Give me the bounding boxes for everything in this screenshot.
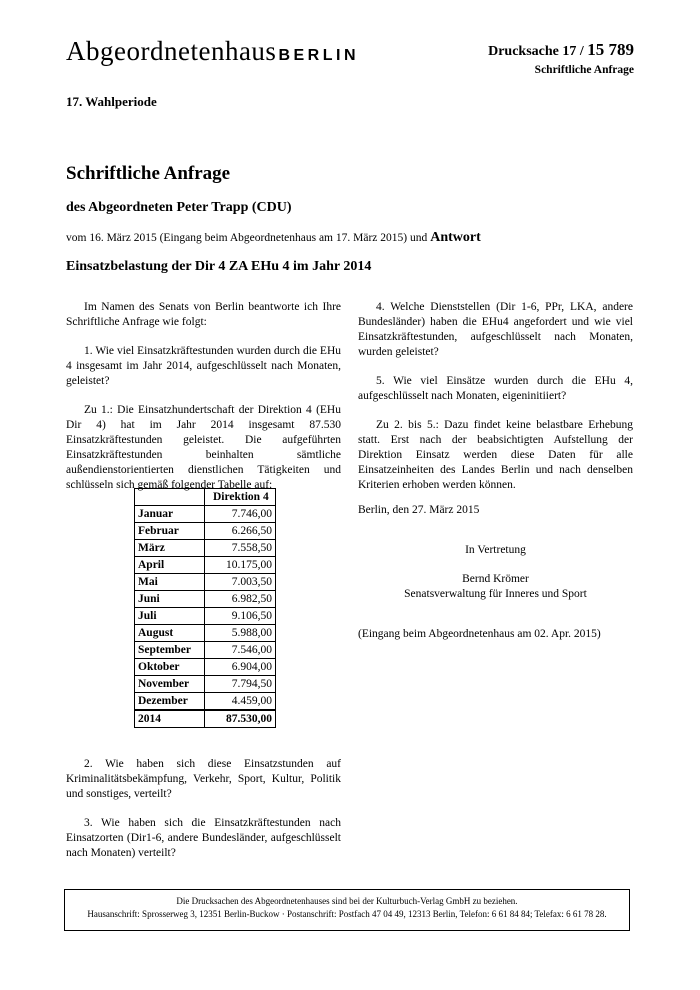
value-cell: 7.558,50 [205, 540, 276, 557]
left-column [66, 300, 341, 507]
signature-block [358, 572, 633, 602]
in-vertretung: In Vertretung [465, 544, 526, 556]
month-cell: November [135, 676, 205, 693]
logo-word: Abgeordnetenhaus [66, 36, 277, 66]
hours-table [134, 488, 276, 728]
month-cell: April [135, 557, 205, 574]
value-cell: 6.904,00 [205, 659, 276, 676]
month-cell: März [135, 540, 205, 557]
table-row [135, 625, 276, 642]
value-cell: 10.175,00 [205, 557, 276, 574]
antwort-label: Antwort [430, 230, 481, 245]
value-cell: 7.003,50 [205, 574, 276, 591]
table-header-row [135, 489, 276, 506]
month-cell: Juli [135, 608, 205, 625]
value-cell: 7.794,50 [205, 676, 276, 693]
publisher-logo [66, 38, 359, 65]
answer-2-5: Zu 2. bis 5.: Dazu findet keine belastbare Erhebung statt. Erst nach der beabsichtigten Aufstellung der Direktion Einsatz werden diese Daten für alle Einsatzeinheiten des Landes Berlin und nach denselben Kriterien erhoben werden können. [358, 419, 633, 491]
month-cell: Juni [135, 591, 205, 608]
total-value: 87.530,00 [205, 710, 276, 728]
footer-box [64, 889, 630, 931]
right-column [358, 300, 633, 507]
table-row [135, 608, 276, 625]
table-row [135, 506, 276, 523]
table-total-row [135, 710, 276, 728]
value-cell: 5.988,00 [205, 625, 276, 642]
month-cell: Mai [135, 574, 205, 591]
table-row [135, 574, 276, 591]
month-cell: Dezember [135, 693, 205, 711]
value-cell: 7.546,00 [205, 642, 276, 659]
month-cell: Februar [135, 523, 205, 540]
date-line [66, 230, 481, 246]
signer-office: Senatsverwaltung für Inneres und Sport [404, 588, 587, 600]
question-1: 1. Wie viel Einsatzkräftestunden wurden durch die EHu 4 insgesamt im Jahr 2014, aufgeschlüsselt nach Monaten, geleistet? [66, 345, 341, 387]
table-row [135, 591, 276, 608]
author-line: des Abgeordneten Peter Trapp (CDU) [66, 200, 292, 215]
left-column-bottom [66, 757, 341, 875]
table-row [135, 540, 276, 557]
month-cell: Januar [135, 506, 205, 523]
subject-heading: Einsatzbelastung der Dir 4 ZA EHu 4 im Jahr 2014 [66, 259, 372, 274]
logo-city: BERLIN [278, 47, 359, 64]
value-cell: 4.459,00 [205, 693, 276, 711]
eingang-note: (Eingang beim Abgeordnetenhaus am 02. Apr. 2015) [358, 628, 601, 640]
wahlperiode: 17. Wahlperiode [66, 94, 157, 109]
place-date: Berlin, den 27. März 2015 [358, 504, 480, 516]
value-cell: 6.266,50 [205, 523, 276, 540]
intro-paragraph: Im Namen des Senats von Berlin beantworte ich Ihre Schriftliche Anfrage wie folgt: [66, 301, 341, 328]
total-label: 2014 [135, 710, 205, 728]
month-cell: September [135, 642, 205, 659]
table-header-empty [135, 489, 205, 506]
table-row [135, 642, 276, 659]
question-2: 2. Wie haben sich diese Einsatzstunden auf Kriminalitätsbekämpfung, Verkehr, Sport, Kultur, Politik und sonstiges, verteilt? [66, 758, 341, 800]
question-5: 5. Wie viel Einsätze wurden durch die EHu 4, aufgeschlüsselt nach Monaten, eigeninitiiert? [358, 375, 633, 402]
table-header: Direktion 4 [205, 489, 276, 506]
drucksache-block [488, 40, 634, 78]
question-4: 4. Welche Dienststellen (Dir 1-6, PPr, LKA, andere Bundesländer) haben die EHu4 angefordert und wie viel Einsatzkräftestunden, aufgeschlüsselt nach Monaten, wurden geleistet? [358, 301, 633, 358]
answer-1: Zu 1.: Die Einsatzhundertschaft der Direktion 4 (EHu Dir 4) hat im Jahr 2014 insgesamt 87.530 Einsatzkräftestunden geleistet. Die aufgeführten Einsatzkräftestunden beinhalten sämtliche außendienstorientierten dienstlichen Tätigkeiten und schlüsseln sich gemäß folgender Tabelle auf: [66, 404, 341, 491]
value-cell: 9.106,50 [205, 608, 276, 625]
month-cell: Oktober [135, 659, 205, 676]
drucksache-label: Drucksache 17 / [488, 44, 584, 59]
date-line-text: vom 16. März 2015 (Eingang beim Abgeordnetenhaus am 17. März 2015) und [66, 232, 428, 244]
table-row [135, 676, 276, 693]
table-row [135, 659, 276, 676]
signer-name: Bernd Krömer [462, 573, 529, 585]
value-cell: 6.982,50 [205, 591, 276, 608]
doc-type: Schriftliche Anfrage [534, 63, 634, 76]
month-cell: August [135, 625, 205, 642]
table-row [135, 523, 276, 540]
drucksache-number: 15 789 [587, 40, 634, 59]
question-3: 3. Wie haben sich die Einsatzkräftestunden nach Einsatzorten (Dir1-6, andere Bundesländer, aufgeschlüsselt nach Monaten) verteilt? [66, 817, 341, 859]
value-cell: 7.746,00 [205, 506, 276, 523]
footer-line-1: Die Drucksachen des Abgeordnetenhauses sind bei der Kulturbuch-Verlag GmbH zu beziehen. [176, 896, 518, 906]
footer-line-2: Hausanschrift: Sprosserweg 3, 12351 Berlin-Buckow · Postanschrift: Postfach 47 04 49, 12313 Berlin, Telefon: 6 61 84 84; Telefax: 6 61 78 28. [87, 909, 607, 919]
table-row [135, 557, 276, 574]
table-row [135, 693, 276, 711]
page-title: Schriftliche Anfrage [66, 163, 231, 184]
